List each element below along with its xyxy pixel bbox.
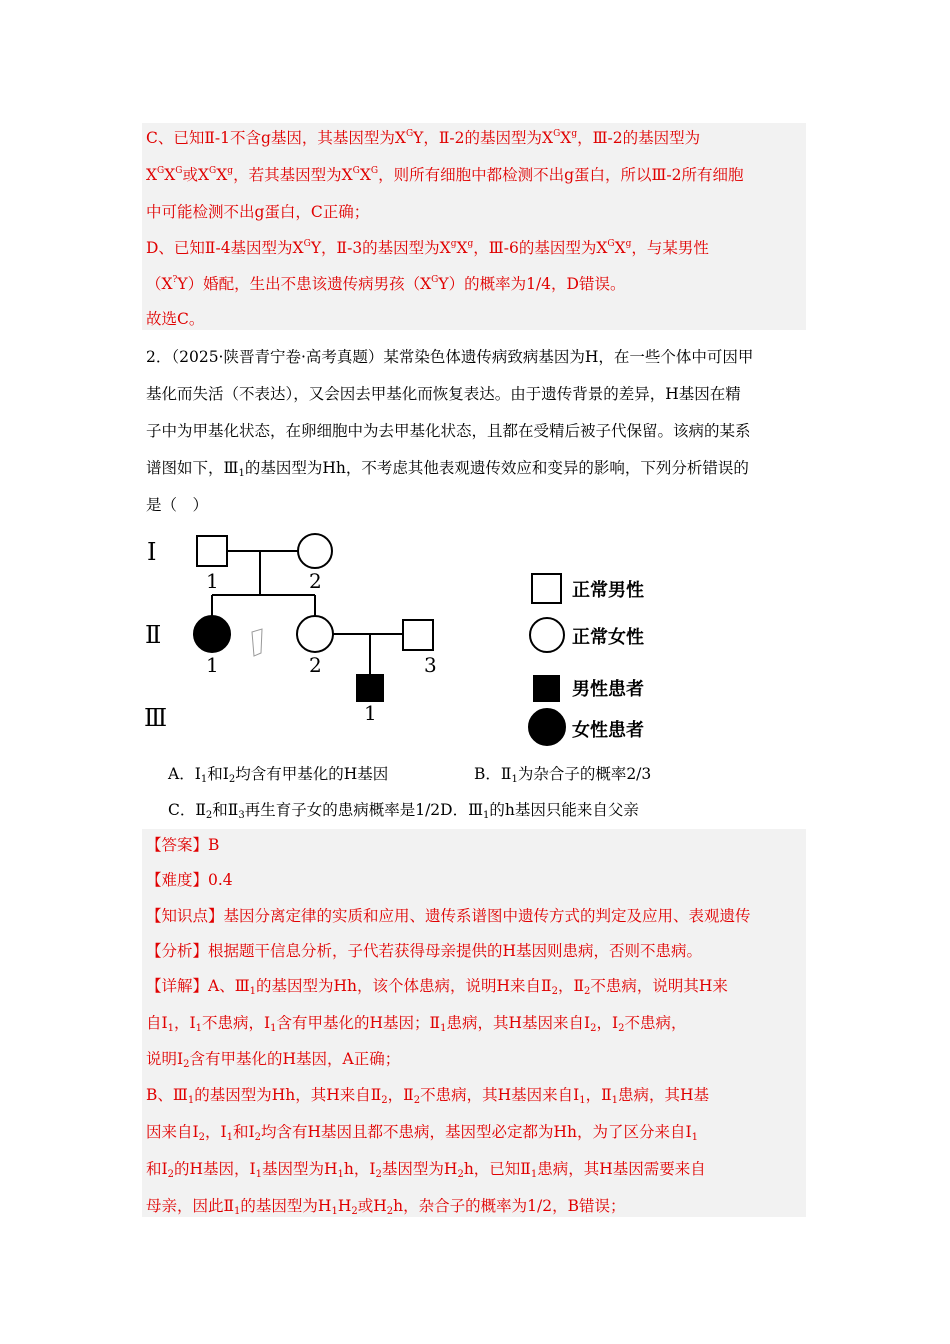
option-a: A．$I_1$和$I_2$均含有甲基化的H基因 bbox=[168, 765, 389, 785]
legend-normal-male-icon bbox=[532, 574, 561, 603]
prev-c-line2: $X^GX^G$或$X^GX^g$，若其基因型为$X^GX^G$，则所有细胞中都检测不出g蛋白，所以Ⅲ-2所有细胞 bbox=[146, 166, 744, 184]
question-line1: 2．（2025·陕晋青宁卷·高考真题）某常染色体遗传病致病基因为H，在一些个体中可因甲 bbox=[146, 348, 754, 366]
I2-number: 2 bbox=[309, 569, 322, 593]
detail-line2: 自$Ⅰ_1$，$Ⅰ_1$不患病，$Ⅰ_1$含有甲基化的H基因；$Ⅱ_1$患病，其H基因来自$Ⅰ_2$，$Ⅰ_2$不患病， bbox=[146, 1014, 687, 1034]
detail-line3: 说明$Ⅰ_2$含有甲基化的H基因，A正确； bbox=[146, 1050, 401, 1070]
gen-label-2: Ⅱ bbox=[145, 621, 162, 649]
pedigree-chart bbox=[140, 530, 680, 752]
question-line4: 谱图如下，$Ⅲ_1$的基因型为Hh，不考虑其他表观遗传效应和变异的影响，下列分析错误的 bbox=[146, 459, 749, 479]
prev-d-line2: （X?Y）婚配，生出不患该遗传病男孩$(X^GY)$的概率为1/4，D错误。 bbox=[146, 275, 626, 293]
legend-affected-female-icon bbox=[529, 709, 565, 745]
prev-conclusion: 故选C。 bbox=[146, 310, 205, 328]
prev-c-line3: 中可能检测不出g蛋白，C正确； bbox=[146, 203, 370, 221]
answer-line: 【答案】B bbox=[146, 836, 220, 854]
legend-affected-male-icon bbox=[534, 676, 559, 701]
I1-normal-male bbox=[197, 536, 227, 566]
III1-number: 1 bbox=[364, 701, 377, 725]
legend-normal-male-label: 正常男性 bbox=[572, 580, 644, 601]
detail-line1: 【详解】A、$Ⅲ_1$的基因型为Hh，该个体患病，说明H来自$Ⅱ_2$，$Ⅱ_2$不患病，说明其H来 bbox=[146, 977, 728, 997]
I1-number: 1 bbox=[206, 569, 219, 593]
legend-affected-female-label: 女性患者 bbox=[572, 720, 644, 741]
knowledge-line: 【知识点】基因分离定律的实质和应用、遗传系谱图中遗传方式的判定及应用、表观遗传 bbox=[146, 907, 751, 925]
legend-affected-male-label: 男性患者 bbox=[572, 679, 644, 700]
II1-number: 1 bbox=[206, 653, 219, 677]
analysis-line: 【分析】根据题干信息分析，子代若获得母亲提供的H基因则患病，否则不患病。 bbox=[146, 942, 703, 960]
prev-explanation-box bbox=[142, 123, 806, 330]
option-b: B．$Ⅱ_1$为杂合子的概率2/3 bbox=[474, 765, 652, 785]
II2-normal-female bbox=[297, 616, 333, 652]
option-c-d: C．$Ⅱ_2$和$Ⅱ_3$再生育子女的患病概率是1/2D．$Ⅲ_1$的h基因只能来自父亲 bbox=[168, 801, 639, 821]
detail-line7: 母亲，因此$Ⅱ_1$的基因型为$H_1H_2$或$H_2h$，杂合子的概率为1/2，B错误； bbox=[146, 1197, 626, 1217]
gen-label-1: Ⅰ bbox=[147, 538, 157, 566]
detail-line6: 和$Ⅰ_2$的H基因，$Ⅰ_1$基因型为$H_1h$，$Ⅰ_2$基因型为$H_2h$，已知$Ⅱ_1$患病，其H基因需要来自 bbox=[146, 1160, 706, 1180]
legend-normal-female-icon bbox=[530, 618, 564, 652]
question-line5: 是（ ） bbox=[146, 496, 209, 514]
question-line3: 子中为甲基化状态，在卵细胞中为去甲基化状态，且都在受精后被子代保留。该病的某系 bbox=[146, 422, 751, 440]
gen-label-3: Ⅲ bbox=[144, 704, 168, 732]
II1-affected-female bbox=[194, 616, 230, 652]
prev-d-line1: D、已知Ⅱ-4基因型为$X^GY$，Ⅱ-3的基因型为$X^gX^g$，Ⅲ-6的基因型为$X^GX^g$，与某男性 bbox=[146, 239, 709, 257]
difficulty-line: 【难度】0.4 bbox=[146, 871, 233, 889]
III1-affected-male bbox=[357, 675, 383, 701]
II3-number: 3 bbox=[424, 653, 437, 677]
question-line2: 基化而失活（不表达），又会因去甲基化而恢复表达。由于遗传背景的差异，H基因在精 bbox=[146, 385, 741, 403]
II2-number: 2 bbox=[309, 653, 322, 677]
prev-c-line1: C、已知Ⅱ-1不含g基因，其基因型为$X^GY$，Ⅱ-2的基因型为$X^GX^g$，Ⅲ-2的基因型为 bbox=[146, 129, 701, 147]
II3-normal-male bbox=[403, 620, 433, 650]
detail-line5: 因来自$Ⅰ_2$，$Ⅰ_1$和$Ⅰ_2$均含有H基因且都不患病，基因型必定都为Hh，为了区分来自$Ⅰ_1$ bbox=[146, 1123, 699, 1143]
detail-line4: B、$Ⅲ_1$的基因型为Hh，其H来自$Ⅱ_2$，$Ⅱ_2$不患病，其H基因来自$Ⅰ_1$，$Ⅱ_1$患病，其H基 bbox=[146, 1086, 710, 1106]
legend-normal-female-label: 正常女性 bbox=[572, 627, 644, 648]
I2-normal-female bbox=[298, 534, 332, 568]
